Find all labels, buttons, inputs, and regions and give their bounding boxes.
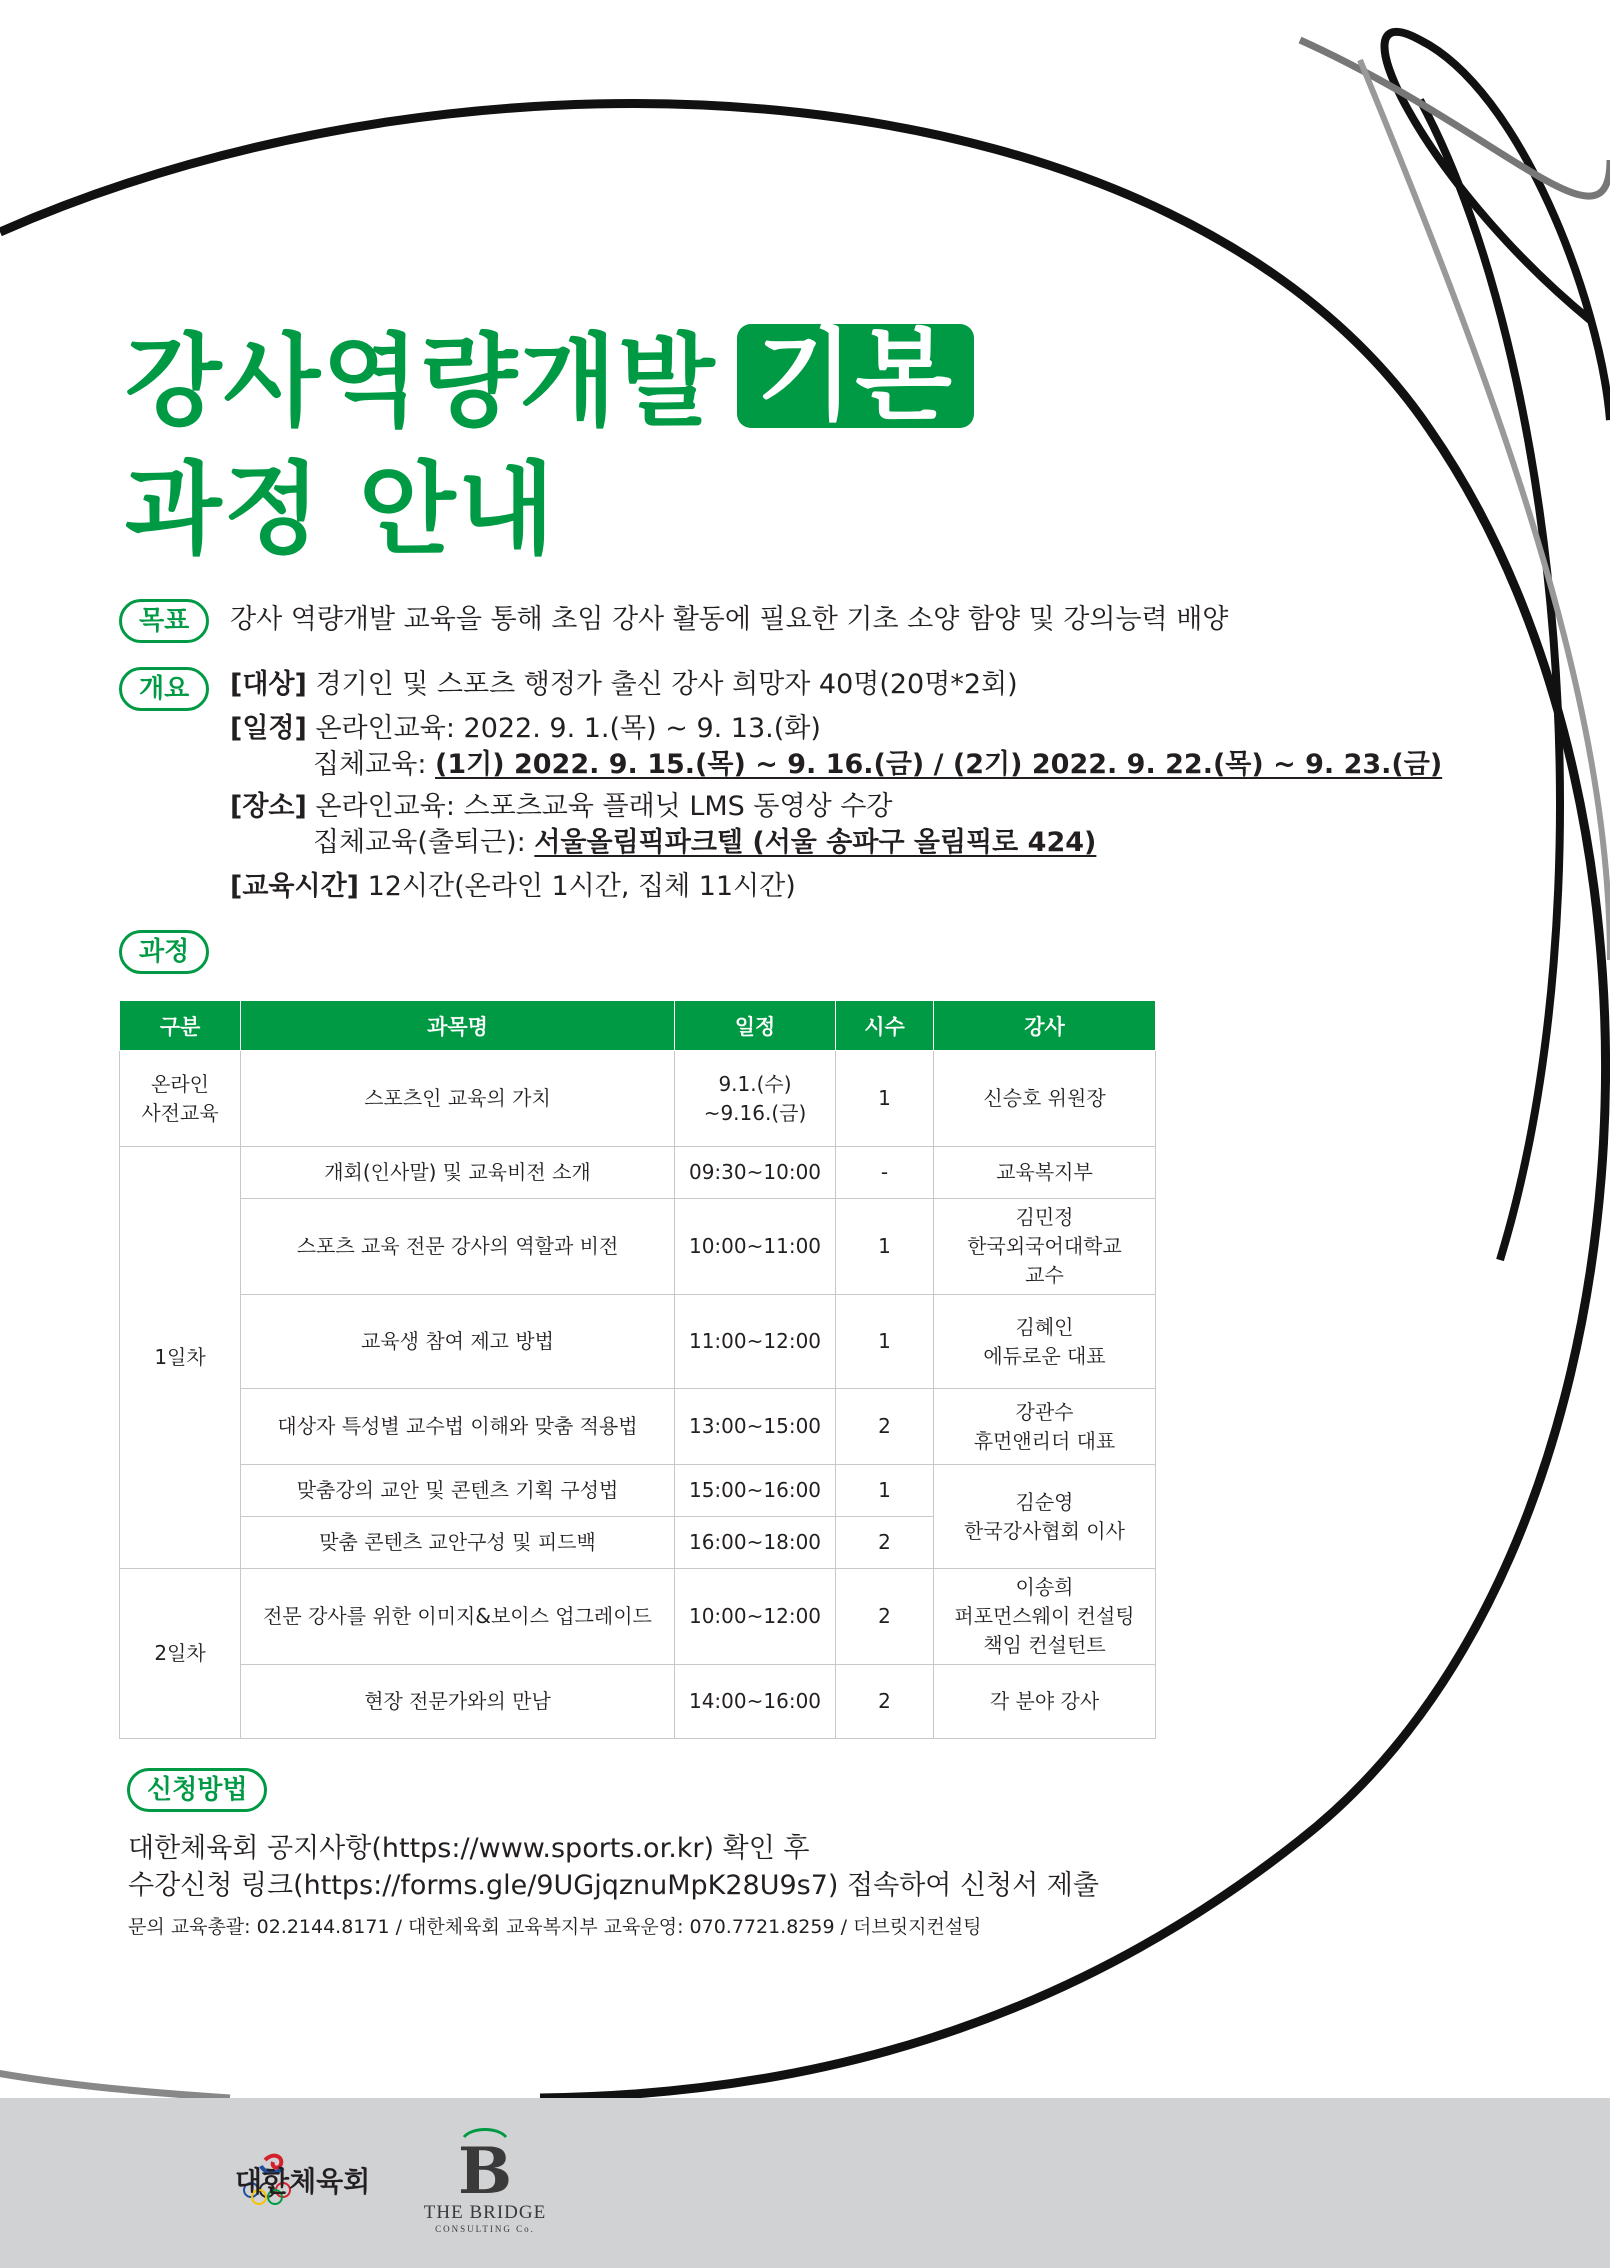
header-category: 구분 — [120, 1001, 241, 1051]
bridge-sub: CONSULTING Co. — [435, 2224, 535, 2234]
korea-sports-council-logo-text: 대한체육회 — [235, 2165, 371, 2198]
table-row — [120, 1295, 1156, 1389]
time-cell: 09:30~10:00 — [675, 1147, 836, 1199]
place-online: 온라인교육: 스포츠교육 플래닛 LMS 동영상 수강 — [315, 791, 893, 822]
subject-cell: 스포츠 교육 전문 강사의 역할과 비전 — [241, 1199, 675, 1295]
schedule-label: [일정] — [230, 713, 307, 744]
header-subject: 과목명 — [241, 1001, 675, 1051]
place-offline-prefix: 집체교육(출퇴근): — [313, 827, 535, 858]
time-cell: 10:00~12:00 — [675, 1569, 836, 1665]
time-cell: 10:00~11:00 — [675, 1199, 836, 1295]
table-row — [120, 1147, 1156, 1199]
target-label: [대상] — [230, 669, 307, 700]
title-line-2: 과정 안내 — [125, 451, 557, 568]
time-cell: 16:00~18:00 — [675, 1517, 836, 1569]
instructor-cell-shared: 김순영 한국강사협회 이사 — [934, 1465, 1156, 1569]
hours-cell: 2 — [836, 1569, 934, 1665]
schedule-offline — [313, 747, 1442, 783]
instructor-cell: 김혜인 에듀로운 대표 — [934, 1295, 1156, 1389]
hours-cell: - — [836, 1147, 934, 1199]
subject-cell: 교육생 참여 제고 방법 — [241, 1295, 675, 1389]
apply-line-1: 대한체육회 공지사항(https://www.sports.or.kr) 확인 후 — [128, 1833, 810, 1864]
curve-outer-b — [1420, 100, 1560, 1260]
overview-hours — [230, 869, 796, 905]
overview-schedule — [230, 711, 821, 747]
table-row — [120, 1199, 1156, 1295]
hours-cell: 2 — [836, 1665, 934, 1739]
the-bridge-logo — [420, 2123, 550, 2234]
page-title — [125, 318, 974, 574]
hours-cell: 1 — [836, 1295, 934, 1389]
table-header-row — [120, 1001, 1156, 1051]
hours-cell: 1 — [836, 1199, 934, 1295]
date-cell: 9.1.(수) ~9.16.(금) — [675, 1051, 836, 1147]
instructor-cell: 각 분야 강사 — [934, 1665, 1156, 1739]
header-schedule: 일정 — [675, 1001, 836, 1051]
goal-tag: 목표 — [119, 599, 209, 643]
place-label: [장소] — [230, 791, 307, 822]
hours-text: 12시간(온라인 1시간, 집체 11시간) — [367, 871, 796, 902]
target-text: 경기인 및 스포츠 행정가 출신 강사 희망자 40명(20명*2회) — [315, 669, 1018, 700]
header-hours: 시수 — [836, 1001, 934, 1051]
place-offline — [313, 825, 1096, 861]
apply-line-2: 수강신청 링크(https://forms.gle/9UGjqznuMpK28U9s7) 접속하여 신청서 제출 — [128, 1870, 1099, 1901]
subject-cell: 맞춤강의 교안 및 콘텐츠 기획 구성법 — [241, 1465, 675, 1517]
group-online: 온라인 사전교육 — [120, 1051, 241, 1147]
subject-cell: 맞춤 콘텐츠 교안구성 및 피드백 — [241, 1517, 675, 1569]
title-badge: 기본 — [737, 324, 974, 428]
time-cell: 11:00~12:00 — [675, 1295, 836, 1389]
table-row — [120, 1051, 1156, 1147]
bridge-mark: B — [457, 2134, 513, 2209]
instructor-cell: 강관수 휴먼앤리더 대표 — [934, 1389, 1156, 1465]
apply-tag: 신청방법 — [127, 1768, 267, 1812]
instructor-cell: 김민정 한국외국어대학교 교수 — [934, 1199, 1156, 1295]
hours-cell: 2 — [836, 1517, 934, 1569]
table-row — [120, 1569, 1156, 1665]
schedule-online: 온라인교육: 2022. 9. 1.(목) ~ 9. 13.(화) — [315, 713, 821, 744]
bridge-name: THE BRIDGE — [423, 2202, 547, 2223]
course-tag: 과정 — [119, 930, 209, 974]
hours-cell: 2 — [836, 1389, 934, 1465]
time-cell: 15:00~16:00 — [675, 1465, 836, 1517]
curve-outer-c — [1300, 40, 1610, 196]
title-line-1: 강사역량개발 기본 — [125, 318, 974, 446]
overview-tag: 개요 — [119, 667, 209, 711]
schedule-offline-prefix: 집체교육: — [313, 749, 436, 780]
time-cell: 13:00~15:00 — [675, 1389, 836, 1465]
table-row — [120, 1389, 1156, 1465]
header-instructor: 강사 — [934, 1001, 1156, 1051]
time-cell: 14:00~16:00 — [675, 1665, 836, 1739]
subject-cell: 개회(인사말) 및 교육비전 소개 — [241, 1147, 675, 1199]
subject-cell: 대상자 특성별 교수법 이해와 맞춤 적용법 — [241, 1389, 675, 1465]
course-table — [119, 1000, 1156, 1739]
contact-info: 문의 교육총괄: 02.2144.8171 / 대한체육회 교육복지부 교육운영: 070.7721.8259 / 더브릿지컨설팅 — [128, 1916, 982, 1938]
schedule-offline-dates: (1기) 2022. 9. 15.(목) ~ 9. 16.(금) / (2기) 2022. 9. 22.(목) ~ 9. 23.(금) — [435, 749, 1443, 780]
overview-place — [230, 789, 892, 825]
table-row — [120, 1665, 1156, 1739]
overview-target — [230, 667, 1018, 703]
hours-label: [교육시간] — [230, 871, 360, 902]
hours-cell: 1 — [836, 1465, 934, 1517]
place-offline-venue: 서울올림픽파크텔 (서울 송파구 올림픽로 424) — [534, 827, 1097, 858]
goal-text: 강사 역량개발 교육을 통해 초임 강사 활동에 필요한 기초 소양 함양 및 강의능력 배양 — [230, 604, 1229, 635]
group-day1: 1일차 — [120, 1147, 241, 1569]
group-day2: 2일차 — [120, 1569, 241, 1739]
subject-cell: 스포츠인 교육의 가치 — [241, 1051, 675, 1147]
subject-cell: 현장 전문가와의 만남 — [241, 1665, 675, 1739]
curve-left-arc — [0, 2070, 230, 2098]
table-row — [120, 1465, 1156, 1517]
instructor-cell: 신승호 위원장 — [934, 1051, 1156, 1147]
curve-outer-d — [1360, 60, 1610, 960]
hours-cell: 1 — [836, 1051, 934, 1147]
curve-outer-a — [1384, 32, 1610, 420]
instructor-cell: 교육복지부 — [934, 1147, 1156, 1199]
instructor-cell: 이송희 퍼포먼스웨이 컨설팅 책임 컨설턴트 — [934, 1569, 1156, 1665]
subject-cell: 전문 강사를 위한 이미지&보이스 업그레이드 — [241, 1569, 675, 1665]
